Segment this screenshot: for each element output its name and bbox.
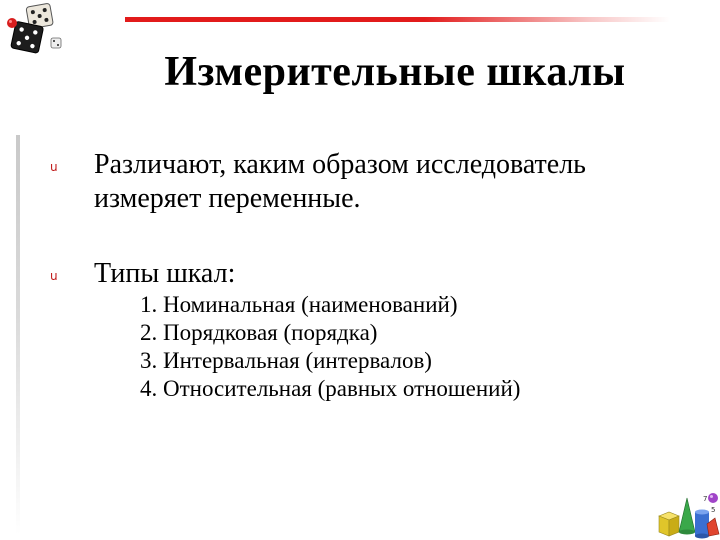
bullet-marker: u: [50, 269, 58, 283]
scale-type-item: 3. Интервальная (интервалов): [140, 348, 432, 373]
bullet-text: [94, 257, 235, 291]
bullet-text-line: Типы шкал:: [94, 258, 236, 289]
bullet-marker: u: [50, 160, 58, 174]
left-accent-line: [16, 135, 20, 535]
scale-type-item: 1. Номинальная (наименований): [140, 292, 458, 317]
bullet-item: [50, 148, 586, 216]
scale-types-list: [140, 291, 520, 403]
geometric-shapes-icon: [655, 488, 720, 540]
bullet-text: [94, 148, 586, 216]
slide-title: Измерительные шкалы: [164, 49, 626, 95]
svg-text:7: 7: [703, 495, 708, 503]
bullet-item: [50, 257, 235, 291]
bullet-text-line: измеряет переменные.: [94, 183, 361, 214]
scale-type-item: 4. Относительная (равных отношений): [140, 376, 521, 401]
scale-type-item: 2. Порядковая (порядка): [140, 320, 378, 345]
bullet-text-line: Различают, каким образом исследователь: [94, 149, 586, 180]
top-accent-line: [125, 17, 670, 22]
svg-text:5: 5: [711, 506, 716, 514]
